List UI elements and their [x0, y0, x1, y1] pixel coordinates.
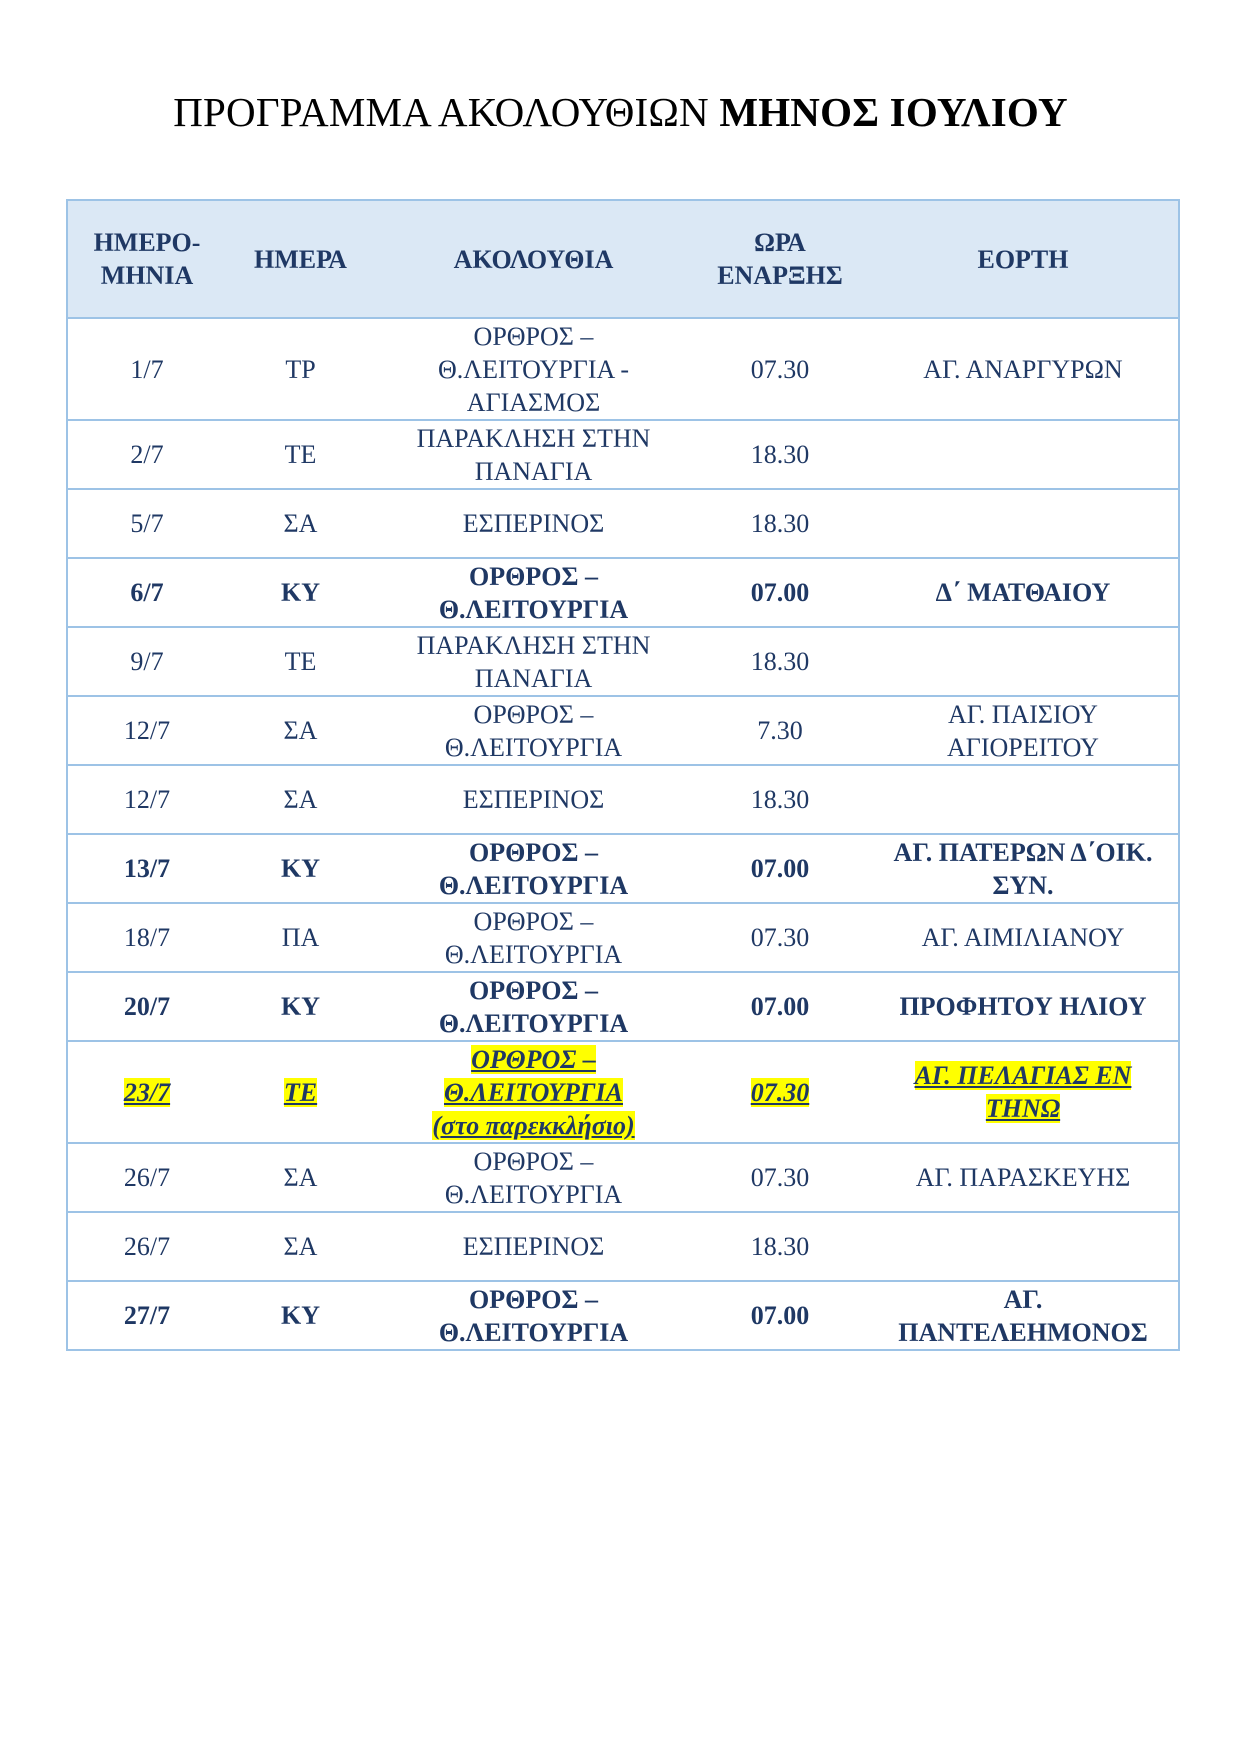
cell-time-text: 18.30	[750, 440, 810, 469]
cell-service-line: ΠΑΡΑΚΛΗΣΗ ΣΤΗΝ	[416, 630, 651, 660]
cell-date	[67, 696, 226, 765]
cell-time-text: 07.30	[750, 1077, 810, 1107]
cell-feast-line: ΑΓ. ΠΑΤΕΡΩΝ Δ΄ΟΙΚ.	[893, 837, 1153, 867]
cell-date-text: 9/7	[130, 647, 164, 676]
cell-time	[692, 765, 868, 834]
cell-day	[226, 1212, 375, 1281]
cell-day-text: ΤΕ	[283, 1077, 318, 1107]
header-date-line1: ΗΜΕΡΟ-	[93, 228, 201, 257]
header-time-line2: ΕΝΑΡΞΗΣ	[717, 261, 843, 290]
table-row	[67, 903, 1179, 972]
cell-service	[375, 627, 692, 696]
cell-date-text: 6/7	[130, 578, 164, 607]
cell-date-text: 12/7	[123, 785, 171, 814]
cell-feast	[868, 903, 1179, 972]
cell-service	[375, 903, 692, 972]
cell-time	[692, 834, 868, 903]
cell-service	[375, 420, 692, 489]
cell-day	[226, 903, 375, 972]
table-row	[67, 1041, 1179, 1143]
cell-service	[375, 1143, 692, 1212]
cell-date	[67, 765, 226, 834]
cell-time-text: 07.00	[750, 1301, 810, 1330]
cell-time-text: 18.30	[750, 785, 810, 814]
cell-feast-line: ΠΡΟΦΗΤΟΥ ΗΛΙΟΥ	[899, 992, 1147, 1021]
cell-date-text: 18/7	[123, 923, 171, 952]
cell-feast	[868, 1143, 1179, 1212]
table-row	[67, 1281, 1179, 1350]
cell-day-text: ΚΥ	[281, 578, 320, 607]
cell-feast	[868, 834, 1179, 903]
cell-day	[226, 489, 375, 558]
cell-time-text: 07.00	[750, 992, 810, 1021]
cell-service-line: Θ.ΛΕΙΤΟΥΡΓΙΑ	[444, 1077, 623, 1107]
cell-day	[226, 420, 375, 489]
cell-day-text: ΚΥ	[281, 854, 320, 883]
cell-feast	[868, 489, 1179, 558]
cell-feast	[868, 420, 1179, 489]
cell-date-text: 2/7	[130, 440, 164, 469]
cell-service-line: Θ.ΛΕΙΤΟΥΡΓΙΑ	[444, 939, 623, 969]
cell-service-line: ΠΑΝΑΓΙΑ	[474, 456, 593, 486]
cell-date-text: 1/7	[130, 354, 164, 384]
cell-date-text: 26/7	[123, 1232, 171, 1261]
cell-day-text: ΣΑ	[283, 509, 318, 538]
cell-date-text: 13/7	[123, 854, 171, 883]
cell-service-line: Θ.ΛΕΙΤΟΥΡΓΙΑ	[438, 1008, 629, 1038]
cell-feast-line: ΑΓ. ΑΝΑΡΓΥΡΩΝ	[923, 354, 1123, 384]
cell-time	[692, 489, 868, 558]
cell-service-line: ΠΑΡΑΚΛΗΣΗ ΣΤΗΝ	[416, 423, 651, 453]
cell-day	[226, 972, 375, 1041]
cell-date-text: 12/7	[123, 716, 171, 745]
cell-day-text: ΤΡ	[285, 354, 316, 384]
cell-feast	[868, 696, 1179, 765]
cell-time	[692, 318, 868, 420]
cell-feast	[868, 972, 1179, 1041]
cell-service-line: ΑΓΙΑΣΜΟΣ	[466, 387, 601, 417]
cell-feast-line: Δ΄ ΜΑΤΘΑΙΟΥ	[935, 578, 1111, 607]
cell-service	[375, 1281, 692, 1350]
table-row	[67, 696, 1179, 765]
cell-time	[692, 627, 868, 696]
cell-day-text: ΣΑ	[283, 716, 318, 745]
cell-service-line: Θ.ΛΕΙΤΟΥΡΓΙΑ	[444, 732, 623, 762]
cell-date	[67, 834, 226, 903]
cell-service-line: ΟΡΘΡΟΣ –	[469, 975, 598, 1005]
cell-date-text: 5/7	[130, 509, 164, 538]
cell-feast	[868, 318, 1179, 420]
cell-feast	[868, 1281, 1179, 1350]
cell-service-line: ΟΡΘΡΟΣ –	[473, 699, 594, 729]
table-row	[67, 834, 1179, 903]
table-row	[67, 489, 1179, 558]
cell-service	[375, 1041, 692, 1143]
cell-time-text: 18.30	[750, 509, 810, 538]
table-row	[67, 765, 1179, 834]
table-row	[67, 1212, 1179, 1281]
cell-day-text: ΤΕ	[284, 440, 317, 469]
cell-day	[226, 1143, 375, 1212]
cell-day	[226, 627, 375, 696]
cell-service-line: Θ.ΛΕΙΤΟΥΡΓΙΑ	[438, 870, 629, 900]
cell-service-line: ΕΣΠΕΡΙΝΟΣ	[462, 785, 605, 814]
cell-feast-line: ΑΓ.	[1003, 1284, 1043, 1314]
cell-date	[67, 558, 226, 627]
cell-time-text: 07.00	[750, 854, 810, 883]
cell-day-text: ΤΕ	[284, 647, 317, 676]
header-day: ΗΜΕΡΑ	[226, 200, 375, 318]
title-bold: ΜΗΝΟΣ ΙΟΥΛΙΟΥ	[719, 89, 1068, 135]
cell-service-line: (στο παρεκκλήσιο)	[432, 1110, 635, 1140]
schedule-body	[67, 318, 1179, 1350]
cell-time-text: 07.30	[750, 923, 810, 952]
header-date-line2: ΜΗΝΙΑ	[100, 261, 194, 290]
cell-feast-line: ΑΓ. ΠΑΡΑΣΚΕΥΗΣ	[915, 1163, 1131, 1192]
table-row	[67, 558, 1179, 627]
cell-time	[692, 1281, 868, 1350]
table-row	[67, 420, 1179, 489]
page-title	[0, 88, 1241, 136]
cell-date	[67, 1041, 226, 1143]
cell-day-text: ΚΥ	[281, 1301, 320, 1330]
cell-time	[692, 558, 868, 627]
cell-date	[67, 1281, 226, 1350]
cell-time-text: 7.30	[757, 716, 803, 745]
cell-feast-line: ΠΑΝΤΕΛΕΗΜΟΝΟΣ	[898, 1317, 1148, 1347]
cell-date	[67, 489, 226, 558]
cell-service	[375, 558, 692, 627]
cell-service	[375, 834, 692, 903]
cell-date-text: 20/7	[123, 992, 171, 1021]
cell-time-text: 18.30	[750, 647, 810, 676]
cell-service-line: ΕΣΠΕΡΙΝΟΣ	[462, 1232, 605, 1261]
cell-service-line: ΟΡΘΡΟΣ –	[469, 837, 598, 867]
header-service: ΑΚΟΛΟΥΘΙΑ	[375, 200, 692, 318]
cell-service-line: ΠΑΝΑΓΙΑ	[474, 663, 593, 693]
cell-day-text: ΚΥ	[281, 992, 320, 1021]
cell-feast-line: ΑΓ. ΑΙΜΙΛΙΑΝΟΥ	[921, 923, 1125, 952]
cell-service-line: Θ.ΛΕΙΤΟΥΡΓΙΑ	[444, 1179, 623, 1209]
table-row	[67, 318, 1179, 420]
cell-day-text: ΣΑ	[283, 785, 318, 814]
cell-date	[67, 1143, 226, 1212]
cell-date	[67, 420, 226, 489]
cell-service	[375, 765, 692, 834]
table-row	[67, 1143, 1179, 1212]
cell-service-line: ΟΡΘΡΟΣ –	[473, 906, 594, 936]
cell-time-text: 07.00	[750, 578, 810, 607]
header-feast: ΕΟΡΤΗ	[868, 200, 1179, 318]
cell-service-line: ΟΡΘΡΟΣ –	[473, 321, 594, 351]
cell-service-line: Θ.ΛΕΙΤΟΥΡΓΙΑ -	[438, 354, 629, 384]
title-regular: ΠΡΟΓΡΑΜΜΑ ΑΚΟΛΟΥΘΙΩΝ	[173, 89, 709, 135]
cell-feast	[868, 627, 1179, 696]
cell-time-text: 07.30	[750, 1163, 810, 1192]
cell-day	[226, 765, 375, 834]
cell-service-line: ΟΡΘΡΟΣ –	[469, 561, 598, 591]
cell-date-text: 26/7	[123, 1163, 171, 1192]
cell-time-text: 18.30	[750, 1232, 810, 1261]
cell-feast-line: ΑΓ. ΠΕΛΑΓΙΑΣ ΕΝ	[914, 1061, 1132, 1090]
cell-day	[226, 834, 375, 903]
cell-day-text: ΠΑ	[281, 923, 320, 952]
cell-feast-line: ΤΗΝΩ	[985, 1094, 1061, 1123]
table-row	[67, 972, 1179, 1041]
cell-day	[226, 1281, 375, 1350]
cell-feast	[868, 765, 1179, 834]
cell-time	[692, 972, 868, 1041]
cell-service-line: ΟΡΘΡΟΣ –	[471, 1044, 596, 1074]
cell-feast-line: ΣΥΝ.	[992, 870, 1054, 900]
cell-time	[692, 903, 868, 972]
cell-time	[692, 1212, 868, 1281]
cell-date-text: 23/7	[123, 1077, 171, 1107]
cell-time	[692, 1143, 868, 1212]
cell-date	[67, 903, 226, 972]
table-header-row	[67, 200, 1179, 318]
cell-time	[692, 1041, 868, 1143]
cell-service-line: ΟΡΘΡΟΣ –	[469, 1284, 598, 1314]
cell-service	[375, 489, 692, 558]
cell-service-line: ΕΣΠΕΡΙΝΟΣ	[462, 509, 605, 538]
header-time	[692, 200, 868, 318]
cell-date	[67, 318, 226, 420]
cell-service	[375, 1212, 692, 1281]
cell-time	[692, 696, 868, 765]
cell-date-text: 27/7	[123, 1301, 171, 1330]
cell-day	[226, 318, 375, 420]
cell-day-text: ΣΑ	[283, 1163, 318, 1192]
cell-service	[375, 696, 692, 765]
cell-day-text: ΣΑ	[283, 1232, 318, 1261]
cell-service-line: ΟΡΘΡΟΣ –	[473, 1146, 594, 1176]
cell-date	[67, 627, 226, 696]
cell-feast-line: ΑΓΙΟΡΕΙΤΟΥ	[947, 732, 1099, 762]
cell-feast	[868, 558, 1179, 627]
cell-date	[67, 972, 226, 1041]
cell-date	[67, 1212, 226, 1281]
header-time-line1: ΩΡΑ	[754, 228, 806, 257]
cell-day	[226, 1041, 375, 1143]
cell-time	[692, 420, 868, 489]
cell-service-line: Θ.ΛΕΙΤΟΥΡΓΙΑ	[438, 594, 629, 624]
cell-feast	[868, 1212, 1179, 1281]
cell-feast-line: ΑΓ. ΠΑΙΣΙΟΥ	[948, 699, 1098, 729]
cell-service-line: Θ.ΛΕΙΤΟΥΡΓΙΑ	[438, 1317, 629, 1347]
cell-day	[226, 696, 375, 765]
cell-service	[375, 318, 692, 420]
cell-service	[375, 972, 692, 1041]
table-row	[67, 627, 1179, 696]
header-date	[67, 200, 226, 318]
cell-day	[226, 558, 375, 627]
schedule-table	[66, 199, 1180, 1351]
cell-time-text: 07.30	[750, 354, 810, 384]
cell-feast	[868, 1041, 1179, 1143]
